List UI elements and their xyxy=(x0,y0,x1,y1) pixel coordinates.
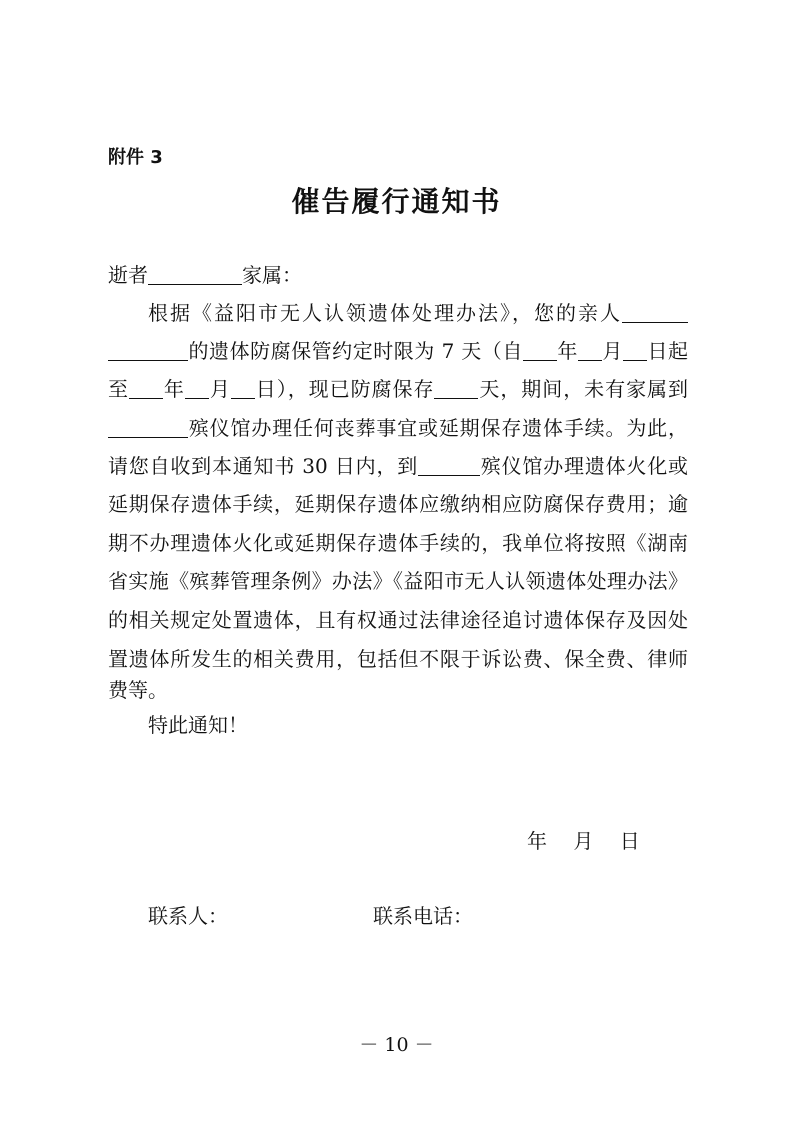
body-line-8: 省实施《殡葬管理条例》办法》《益阳市无人认领遗体处理办法》 xyxy=(108,569,688,593)
salutation-line xyxy=(108,262,688,288)
body-text: 日起 xyxy=(646,339,688,363)
body-text: 月 xyxy=(601,339,623,363)
contact-phone-label: 联系电话： xyxy=(373,904,473,928)
body-text: 殡仪馆办理任何丧葬事宜或延期保存遗体手续。为此， xyxy=(188,416,688,440)
contact-person-label: 联系人： xyxy=(148,904,228,928)
salutation-suffix: 家属： xyxy=(242,263,302,287)
closing-line: 特此通知！ xyxy=(148,713,248,737)
body-line-5 xyxy=(108,453,688,479)
date-line: 年 月 日 xyxy=(527,829,640,853)
body-text: 的遗体防腐保管约定时限为 7 天（自 xyxy=(188,339,523,363)
body-line-6: 延期保存遗体手续，延期保存遗体应缴纳相应防腐保存费用；逾 xyxy=(108,492,688,516)
body-line-11: 费等。 xyxy=(108,678,168,702)
body-text: 年 xyxy=(556,339,578,363)
document-title: 催告履行通知书 xyxy=(291,185,502,218)
body-text: 年 xyxy=(162,377,185,401)
start-year-blank[interactable] xyxy=(523,340,557,361)
body-text: 请您自收到本通知书 30 日内，到 xyxy=(108,454,419,478)
attachment-label: 附件 3 xyxy=(108,147,163,168)
start-day-blank[interactable] xyxy=(623,340,647,361)
body-text: 殡仪馆办理遗体火化或 xyxy=(480,454,688,478)
body-text: 根据《益阳市无人认领遗体处理办法》，您的亲人 xyxy=(148,301,622,325)
body-line-9: 的相关规定处置遗体，且有权通过法律途径追讨遗体保存及因处 xyxy=(108,608,688,632)
start-month-blank[interactable] xyxy=(578,340,602,361)
end-day-blank[interactable] xyxy=(231,378,255,399)
body-text: 月 xyxy=(208,377,231,401)
body-line-1 xyxy=(148,300,688,326)
body-line-3 xyxy=(108,376,688,402)
deceased-name-blank[interactable] xyxy=(148,264,242,285)
relative-name-blank-cont[interactable] xyxy=(108,340,188,361)
body-text: 至 xyxy=(108,377,129,401)
page-number: － 10 － xyxy=(359,1034,434,1056)
days-stored-blank[interactable] xyxy=(434,378,478,399)
body-text: 日），现已防腐保存 xyxy=(254,377,435,401)
body-line-7: 期不办理遗体火化或延期保存遗体手续的，我单位将按照《湖南 xyxy=(108,531,688,555)
end-month-blank[interactable] xyxy=(185,378,209,399)
funeral-home-blank[interactable] xyxy=(108,417,188,438)
salutation-prefix: 逝者 xyxy=(108,263,148,287)
body-text: 天，期间，未有家属到 xyxy=(478,377,689,401)
body-line-2 xyxy=(108,338,688,364)
end-year-blank[interactable] xyxy=(129,378,163,399)
body-line-10: 置遗体所发生的相关费用，包括但不限于诉讼费、保全费、律师 xyxy=(108,647,688,671)
body-line-4 xyxy=(108,415,688,441)
relative-name-blank[interactable] xyxy=(622,302,688,323)
funeral-home-blank-2[interactable] xyxy=(418,455,480,476)
